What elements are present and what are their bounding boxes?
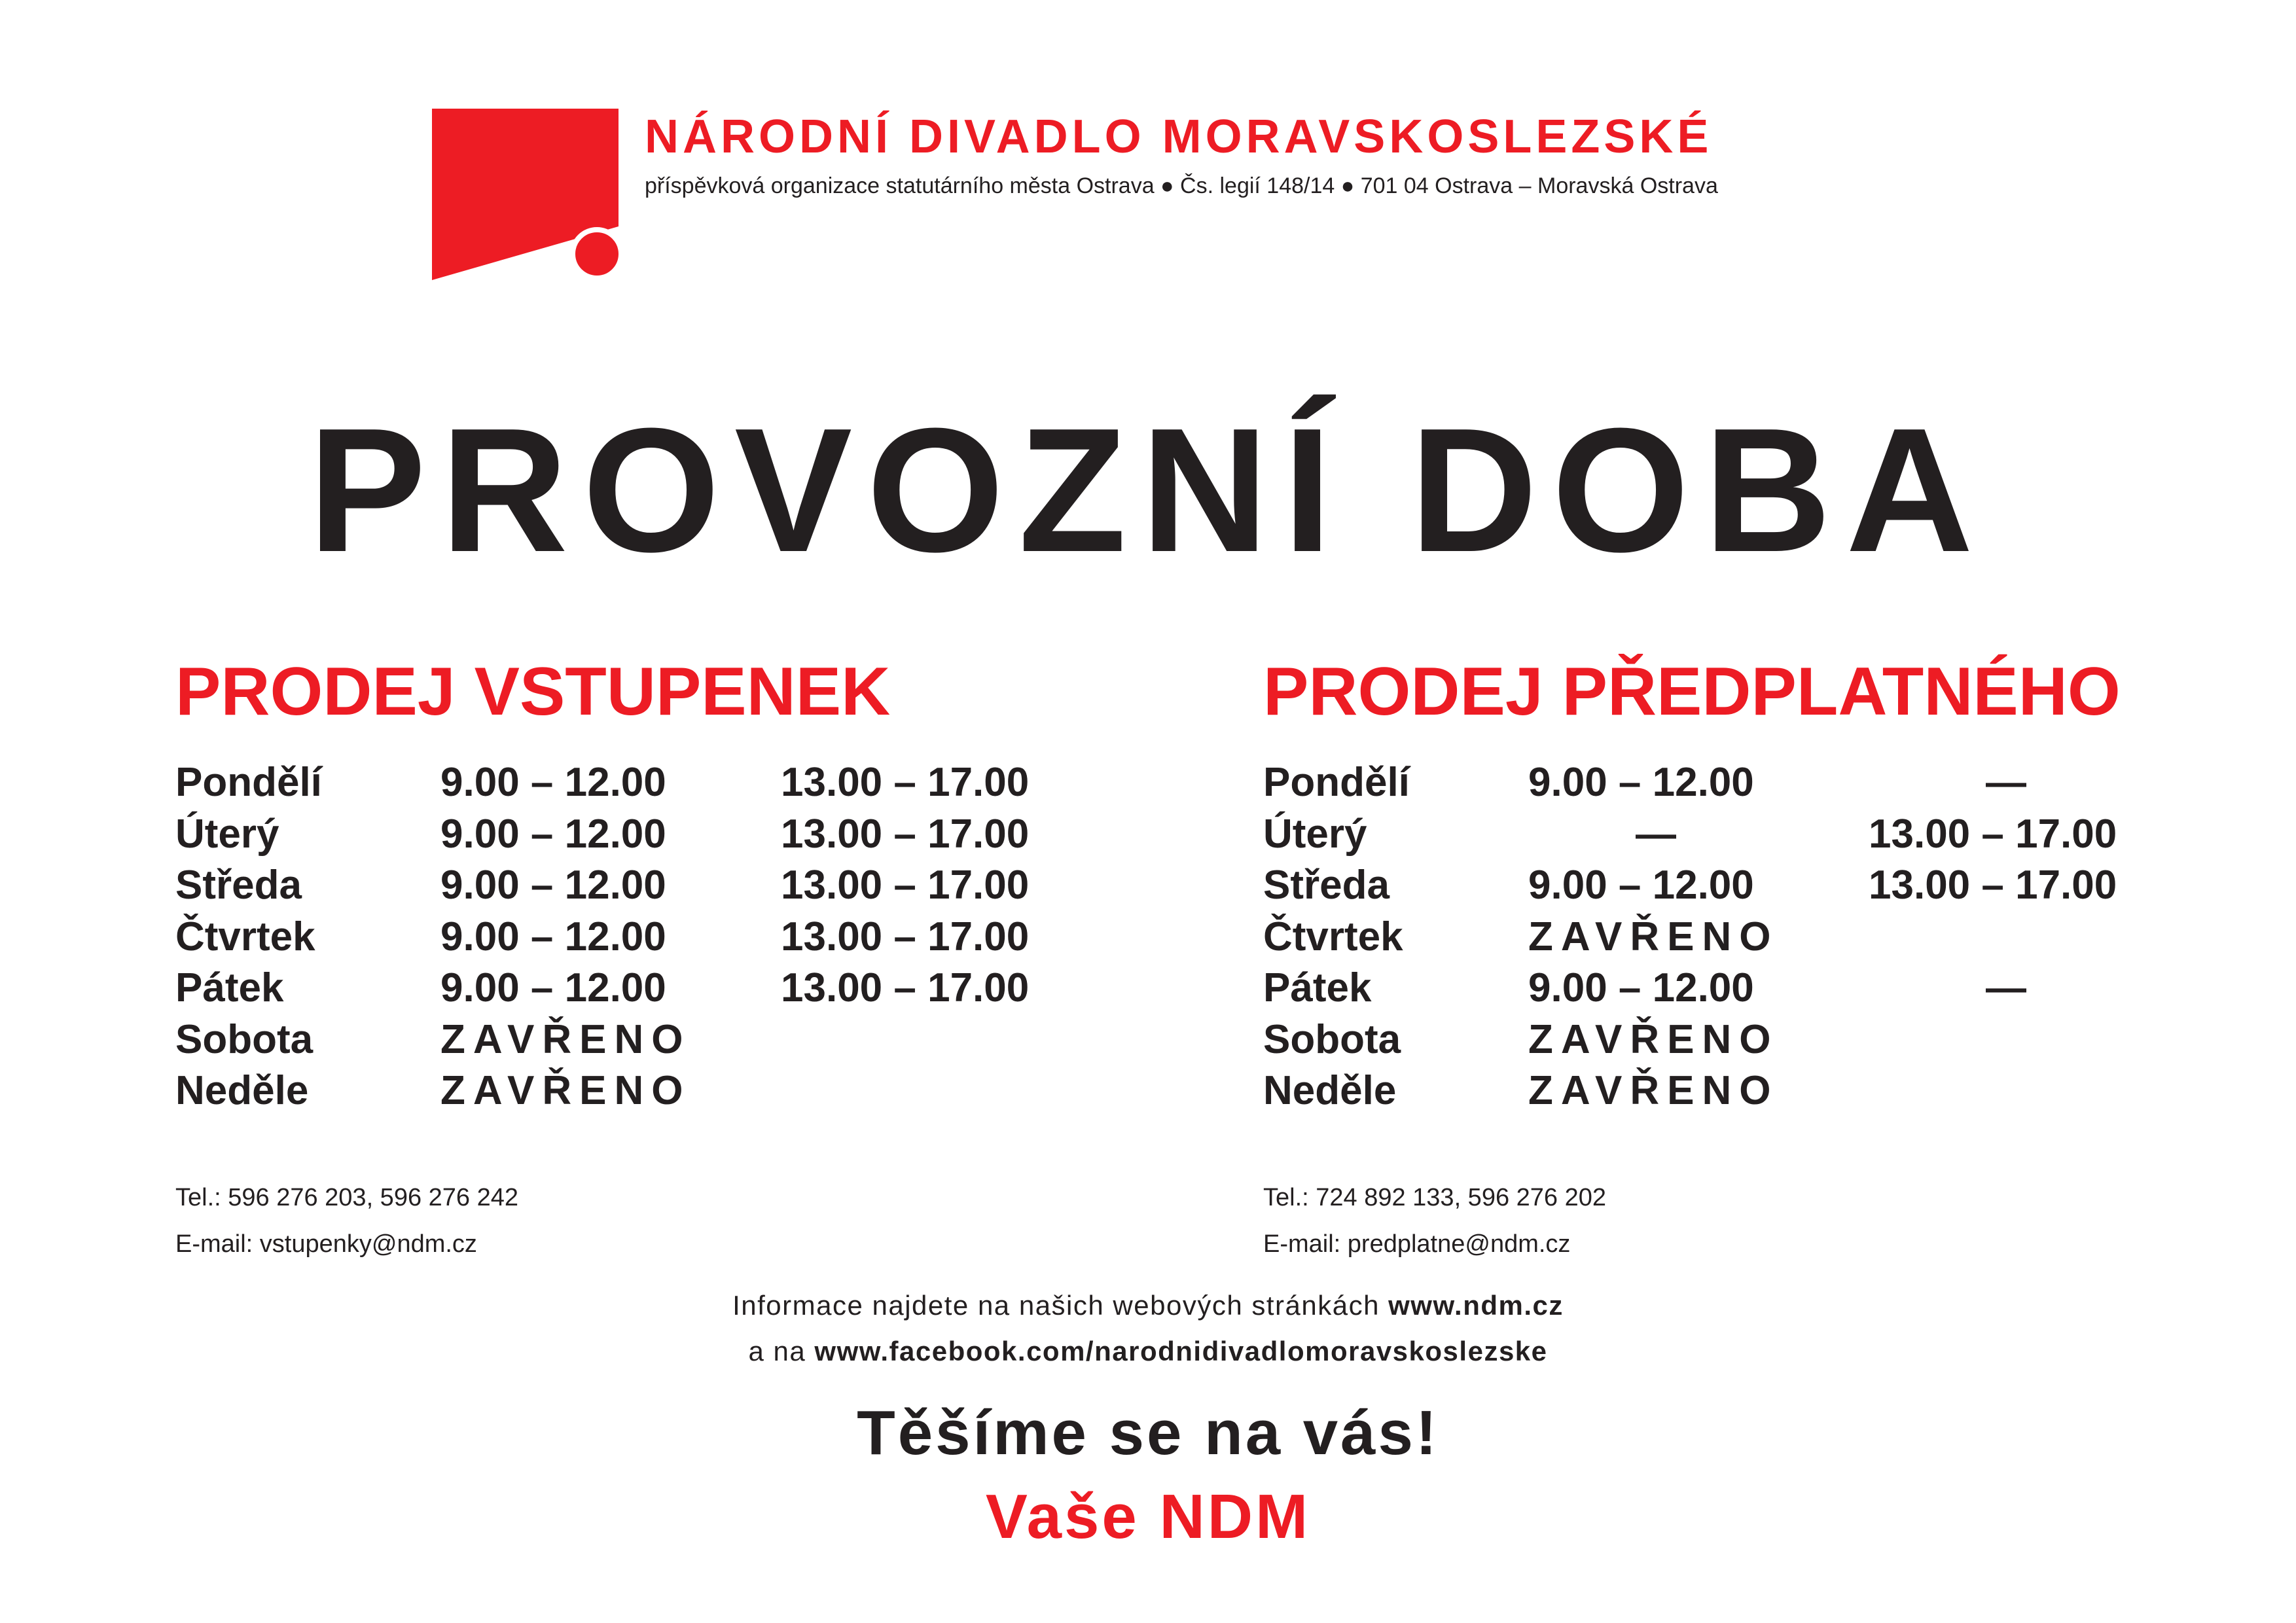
schedule-row	[1263, 963, 2121, 1014]
morning-hours: 9.00 – 12.00	[440, 965, 666, 1010]
schedule-row	[175, 757, 1030, 809]
day-label: Čtvrtek	[175, 914, 315, 959]
info-line-facebook	[0, 1329, 2296, 1374]
info-text: a na	[748, 1336, 815, 1366]
ticket-sales-section	[175, 654, 1030, 1268]
morning-hours: 9.00 – 12.00	[440, 914, 666, 959]
afternoon-hours: 13.00 – 17.00	[1869, 863, 2117, 908]
info-line-website	[0, 1283, 2296, 1329]
afternoon-hours: 13.00 – 17.00	[781, 914, 1030, 959]
day-label: Pondělí	[1263, 760, 1410, 805]
schedule-row	[1263, 1014, 2121, 1066]
website-link[interactable]: www.ndm.cz	[1388, 1290, 1564, 1321]
morning-hours: 9.00 – 12.00	[440, 811, 666, 857]
info-block	[0, 1283, 2296, 1374]
schedule-row	[175, 912, 1030, 963]
subscription-sales-email: E-mail: predplatne@ndm.cz	[1263, 1230, 1571, 1258]
afternoon-hours: 13.00 – 17.00	[781, 760, 1030, 805]
morning-hours: 9.00 – 12.00	[440, 863, 666, 908]
afternoon-hours: 13.00 – 17.00	[1869, 811, 2117, 857]
organization-name: NÁRODNÍ DIVADLO MORAVSKOSLEZSKÉ	[645, 111, 1713, 163]
subscription-sales-heading: PRODEJ PŘEDPLATNÉHO	[1263, 654, 2121, 730]
subscription-sales-phone: Tel.: 724 892 133, 596 276 202	[1263, 1183, 1607, 1211]
afternoon-hours: 13.00 – 17.00	[781, 811, 1030, 857]
schedule-row	[175, 1014, 890, 1066]
day-label: Úterý	[1263, 811, 1367, 857]
morning-hours: 9.00 – 12.00	[1528, 760, 1754, 805]
page-title: PROVOZNÍ DOBA	[308, 392, 1988, 589]
schedule-row	[175, 1065, 890, 1117]
schedule-row	[1263, 757, 2121, 809]
ndm-logo	[432, 109, 622, 282]
ticket-sales-contacts	[175, 1175, 890, 1268]
schedule-row	[175, 860, 1030, 912]
closed-label: ZAVŘENO	[1528, 1068, 1779, 1113]
organization-address: příspěvková organizace statutárního města Ostrava ● Čs. legií 148/14 ● 701 04 Ostrava – Moravská Ostrava	[645, 173, 1718, 198]
subscription-sales-section	[1263, 654, 2121, 1268]
schedule-row	[175, 963, 1030, 1014]
schedule-row	[1263, 809, 2121, 861]
ticket-sales-schedule	[175, 757, 1030, 1117]
day-label: Pondělí	[175, 760, 322, 805]
day-label: Středa	[1263, 863, 1390, 908]
day-label: Úterý	[175, 811, 279, 857]
day-label: Sobota	[175, 1016, 314, 1062]
schedule-row	[1263, 1065, 2121, 1117]
afternoon-hours: —	[1986, 760, 2026, 805]
subscription-sales-schedule	[1263, 757, 2121, 1117]
day-label: Neděle	[1263, 1068, 1397, 1113]
day-label: Sobota	[1263, 1016, 1401, 1062]
day-label: Pátek	[1263, 965, 1372, 1010]
schedule-row	[1263, 912, 2121, 963]
logo-red-dot	[573, 230, 621, 278]
facebook-link[interactable]: www.facebook.com/narodnidivadlomoravskoslezske	[814, 1336, 1548, 1366]
day-label: Neděle	[175, 1068, 309, 1113]
ticket-sales-phone: Tel.: 596 276 203, 596 276 242	[175, 1183, 519, 1211]
morning-hours: —	[1636, 811, 1676, 857]
schedule-row	[175, 809, 1030, 861]
day-label: Pátek	[175, 965, 284, 1010]
greeting-text: Těšíme se na vás!	[857, 1398, 1439, 1468]
day-label: Středa	[175, 863, 302, 908]
subscription-sales-contacts	[1263, 1175, 2121, 1268]
ticket-sales-heading: PRODEJ VSTUPENEK	[175, 654, 891, 730]
closed-label: ZAVŘENO	[1528, 1016, 1779, 1062]
info-text: Informace najdete na našich webových stránkách	[732, 1290, 1389, 1321]
signoff-text: Vaše NDM	[985, 1482, 1311, 1552]
morning-hours: 9.00 – 12.00	[1528, 863, 1754, 908]
closed-label: ZAVŘENO	[1528, 914, 1779, 959]
morning-hours: 9.00 – 12.00	[1528, 965, 1754, 1010]
ticket-sales-email: E-mail: vstupenky@ndm.cz	[175, 1230, 477, 1258]
schedule-row	[1263, 860, 2121, 912]
afternoon-hours: 13.00 – 17.00	[781, 863, 1030, 908]
afternoon-hours: —	[1986, 965, 2026, 1010]
afternoon-hours: 13.00 – 17.00	[781, 965, 1030, 1010]
closed-label: ZAVŘENO	[440, 1016, 691, 1062]
day-label: Čtvrtek	[1263, 914, 1403, 959]
morning-hours: 9.00 – 12.00	[440, 760, 666, 805]
closed-label: ZAVŘENO	[440, 1068, 691, 1113]
